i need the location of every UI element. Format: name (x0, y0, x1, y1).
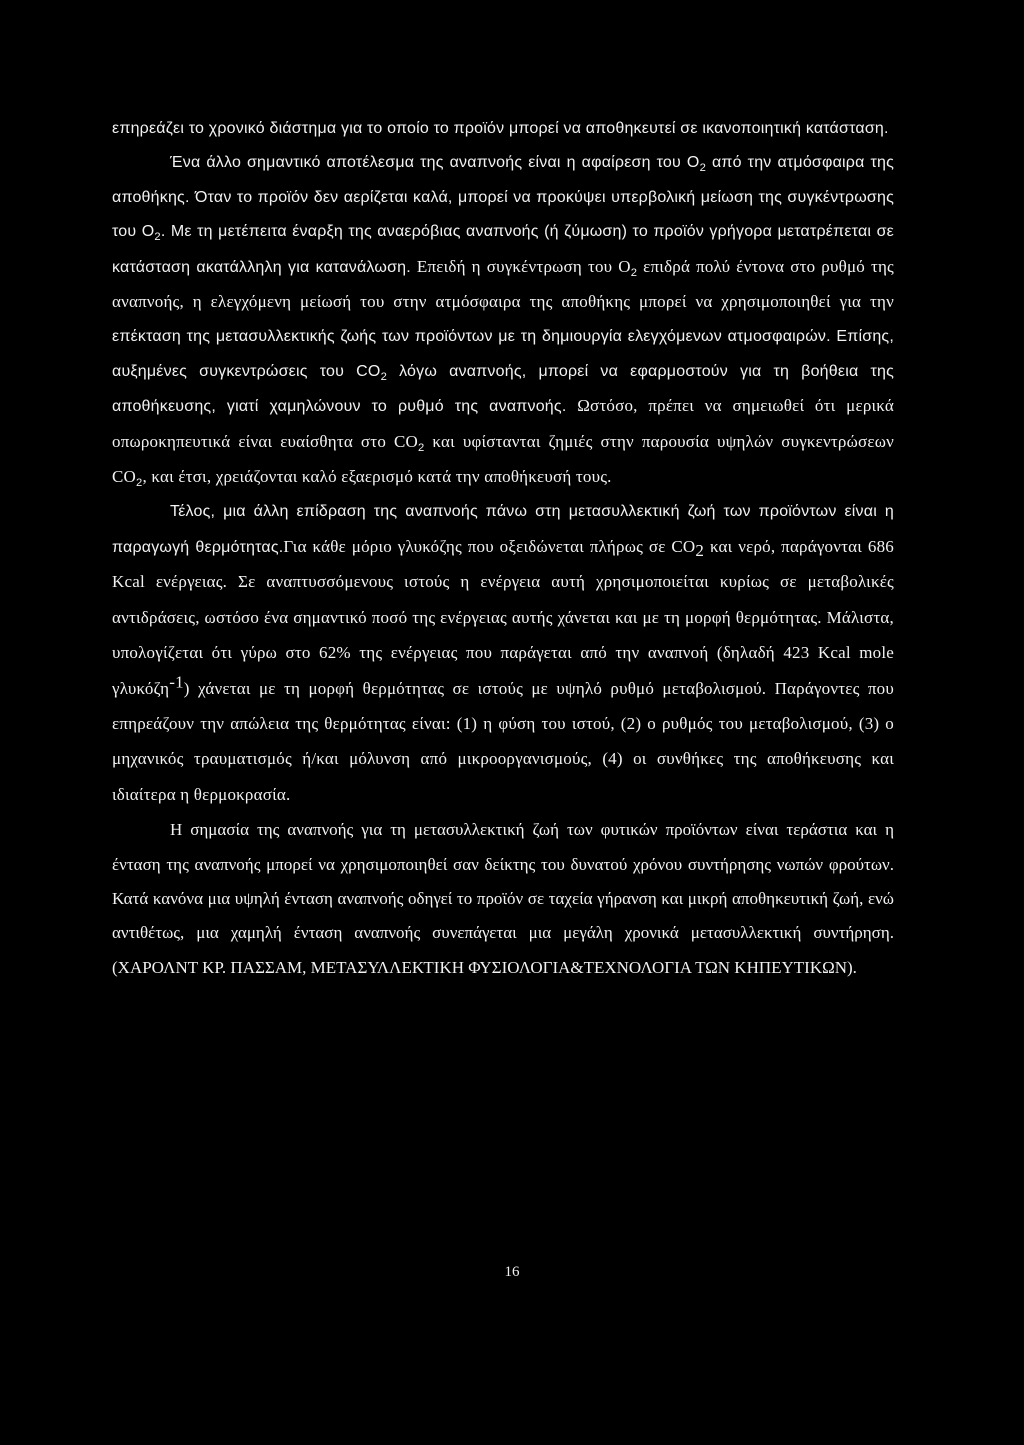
text-run: ) χάνεται με τη μορφή θερμότητας σε ιστούς με υψηλό ρυθμό μεταβολισμού. Παράγοντες που επηρεάζουν την απώλεια της θερμότητας είναι: (1) η φύση του ιστού, (2) ο ρυθμός του μεταβολισμού, (3) ο μηχανικός τραυματισμός ή/και μόλυνση από μικροοργανισμούς, (4) οι συνθήκες της αποθήκευσης και ιδιαίτερα η θερμοκρασία. (112, 678, 894, 804)
subscript: 2 (699, 162, 707, 175)
subscript: 2 (380, 371, 387, 384)
text-run: . Με τη μετέπειτα έναρξη της αναερόβιας αναπνοής (ή ζύμωση) το προϊόν γρήγορα μετατρέπεται σε κατάσταση ακατάλληλη για κατανάλωση. (112, 223, 894, 276)
paragraph-2 (112, 146, 894, 495)
text-run: επηρεάζει το χρονικό διάστημα για το οποίο το προϊόν μπορεί να αποθηκευτεί σε ικανοποιητική κατάσταση. (112, 120, 889, 137)
text-run: Ωστόσο, πρέπει να σημειωθεί ότι μερικά οπωροκηπευτικά είναι ευαίσθητα στο CO (112, 396, 894, 451)
text-run: Ένα άλλο σημαντικό αποτέλεσμα της αναπνοής είναι η αφαίρεση του O (170, 154, 700, 172)
text-run: από την ατμόσφαιρα της αποθήκης. Όταν το προϊόν δεν αερίζεται καλά, μπορεί να προκύψει υπερβολική μείωση της συγκέντρωσης του O (112, 154, 895, 241)
text-run: Επειδή η συγκέντρωση του O (410, 256, 631, 276)
paragraph-3 (112, 495, 894, 813)
text-run: και νερό, παράγονται 686 Kcal ενέργειας. Σε αναπτυσσόμενους ιστούς η ενέργεια αυτή χρησιμοποιείται κυρίως σε μεταβολικές αντιδράσεις, ωστόσο ένα σημαντικό ποσό της ενέργειας αυτής χάνεται και με τη μορφή θερμότητας. Μάλιστα, υπολογίζεται ότι γύρω στο 62% της ενέργειας που παράγεται από την αναπνοή (δηλαδή 423 Kcal mole γλυκόζη (112, 536, 894, 698)
subscript: 2 (154, 231, 161, 244)
text-run: και υφίστανται ζημιές στην παρουσία υψηλών συγκεντρώσεων CO (112, 431, 894, 487)
subscript: 2 (136, 477, 143, 490)
superscript: -1 (169, 672, 184, 692)
page-number: 16 (504, 1264, 520, 1280)
subscript: 2 (695, 541, 705, 561)
subscript: 2 (418, 441, 425, 454)
text-run: , και έτσι, χρειάζονται καλό εξαερισμό κατά την αποθήκευσή τους. (142, 467, 612, 487)
body-text (112, 112, 894, 985)
paragraph-1 (112, 112, 894, 146)
text-run: λόγω αναπνοής, μπορεί να εφαρμοστούν για τη βοήθεια της αποθήκευσης, γιατί χαμηλώνουν το ρυθμό της αναπνοής. (112, 362, 895, 416)
paragraph-4 (112, 813, 894, 985)
text-run: Η σημασία της αναπνοής για τη μετασυλλεκτική ζωή των φυτικών προϊόντων είναι τεράστια και η ένταση της αναπνοής μπορεί να χρησιμοποιηθεί σαν δείκτης του δυνατού χρόνου συντήρησης νωπών φρούτων. Κατά κανόνα μια υψηλή ένταση αναπνοής οδηγεί το προϊόν σε ταχεία γήρανση και μικρή αποθηκευτική ζωή, ενώ αντιθέτως, μια χαμηλή ένταση αναπνοής συνεπάγεται μια μεγάλη χρονικά μετασυλλεκτική συντήρηση.(ΧΑΡΟΛΝΤ ΚΡ. ΠΑΣΣΑΜ, ΜΕΤΑΣΥΛΛΕΚΤΙΚΗ ΦΥΣΙΟΛΟΓΙΑ&ΤΕΧΝΟΛΟΓΙΑ ΤΩΝ ΚΗΠΕΥΤΙΚΩΝ). (112, 820, 894, 977)
text-run: επέκταση της μετασυλλεκτικής ζωής των προϊόντων με τη δημιουργία ελεγχόμενων ατμοσφαιρών. Επίσης, αυξημένες συγκεντρώσεις του CO (112, 328, 894, 380)
text-run: Τέλος, μια άλλη επίδραση της αναπνοής πάνω στη μετασυλλεκτική ζωή των προϊόντων είναι η παραγωγή θερμότητας. (112, 503, 894, 556)
subscript: 2 (630, 266, 638, 279)
text-run: επιδρά πολύ έντονα στο ρυθμό της αναπνοής, η ελεγχόμενη μείωσή του στην ατμόσφαιρα της αποθήκης μπορεί να χρησιμοποιηθεί για την (112, 256, 894, 312)
text-run: Για κάθε μόριο γλυκόζης που οξειδώνεται πλήρως σε CO (283, 536, 696, 556)
